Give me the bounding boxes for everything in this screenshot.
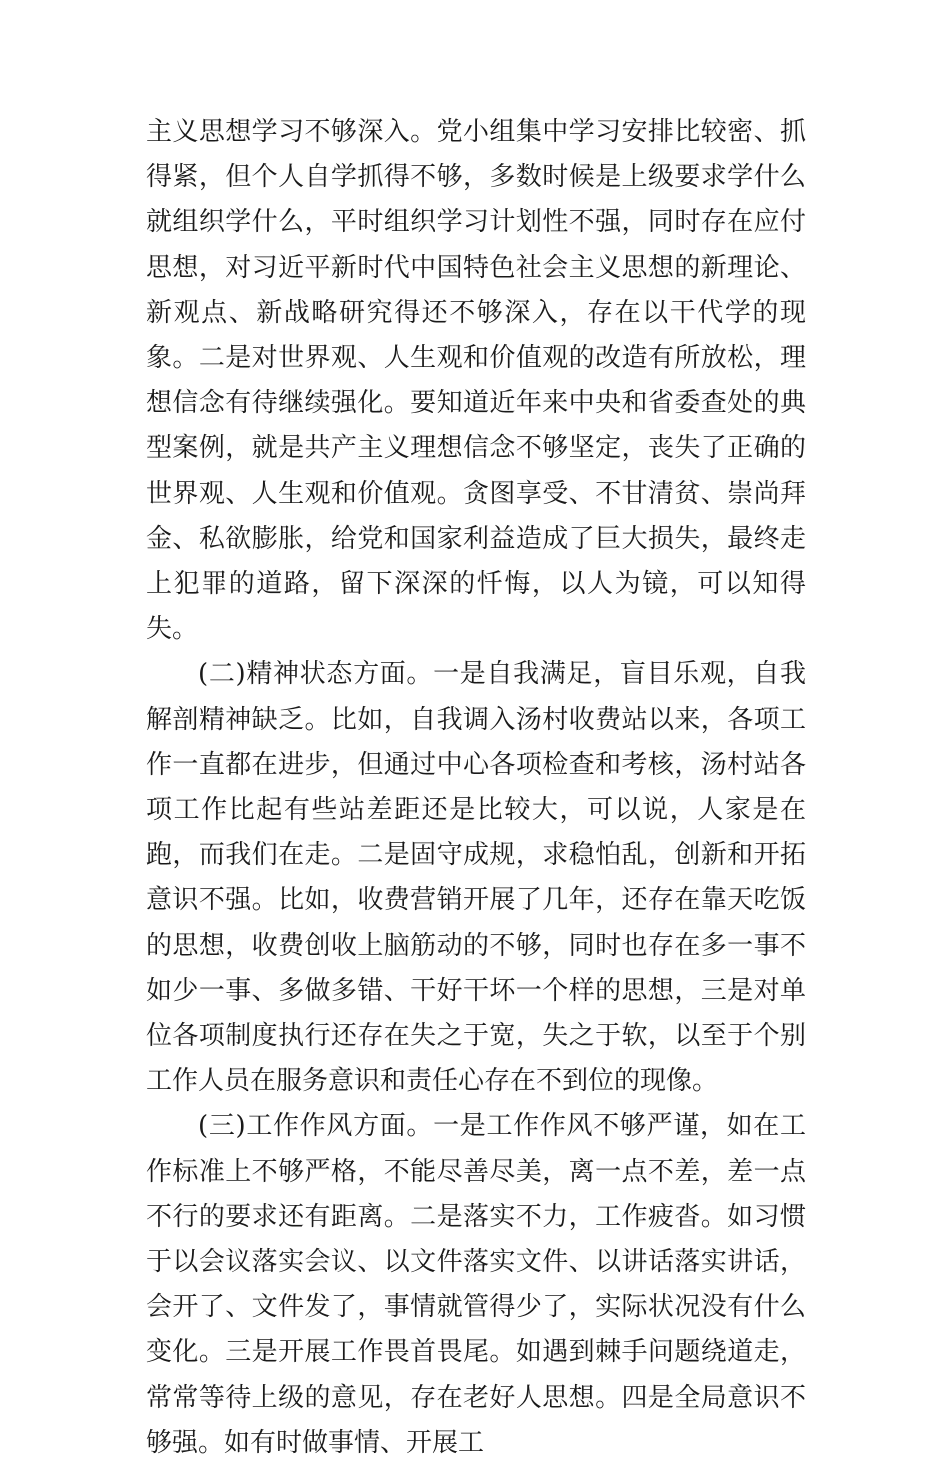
- paragraph-ideology-study: 主义思想学习不够深入。党小组集中学习安排比较密、抓得紧，但个人自学抓得不够，多数时候是上级要求学什么就组织学什么，平时组织学习计划性不强，同时存在应付思想，对习近平新时代中国特色社会主义思想的新理论、新观点、新战略研究得还不够深入，存在以干代学的现象。二是对世界观、人生观和价值观的改造有所放松，理想信念有待继续强化。要知道近年来中央和省委查处的典型案例，就是共产主义理想信念不够坚定，丧失了正确的世界观、人生观和价值观。贪图享受、不甘清贫、崇尚拜金、私欲膨胀，给党和国家利益造成了巨大损失，最终走上犯罪的道路，留下深深的忏悔，以人为镜，可以知得失。: [146, 117, 806, 645]
- paragraph-mental-state: (二)精神状态方面。一是自我满足，盲目乐观，自我解剖精神缺乏。比如，自我调入汤村收费站以来，各项工作一直都在进步，但通过中心各项检查和考核，汤村站各项工作比起有些站差距还是比较大，可以说，人家是在跑，而我们在走。二是固守成规，求稳怕乱，创新和开拓意识不强。比如，收费营销开展了几年，还存在靠天吃饭的思想，收费创收上脑筋动的不够，同时也存在多一事不如少一事、多做多错、干好干坏一个样的思想，三是对单位各项制度执行还存在失之于宽，失之于软，以至于个别工作人员在服务意识和责任心存在不到位的现像。: [146, 659, 806, 1097]
- document-body: [146, 110, 806, 1466]
- paragraph-work-style: (三)工作作风方面。一是工作作风不够严谨，如在工作标准上不够严格，不能尽善尽美，离一点不差，差一点不行的要求还有距离。二是落实不力，工作疲沓。如习惯于以会议落实会议、以文件落实文件、以讲话落实讲话，会开了、文件发了，事情就管得少了，实际状况没有什么变化。三是开展工作畏首畏尾。如遇到棘手问题绕道走，常常等待上级的意见，存在老好人思想。四是全局意识不够强。如有时做事情、开展工: [146, 1111, 806, 1458]
